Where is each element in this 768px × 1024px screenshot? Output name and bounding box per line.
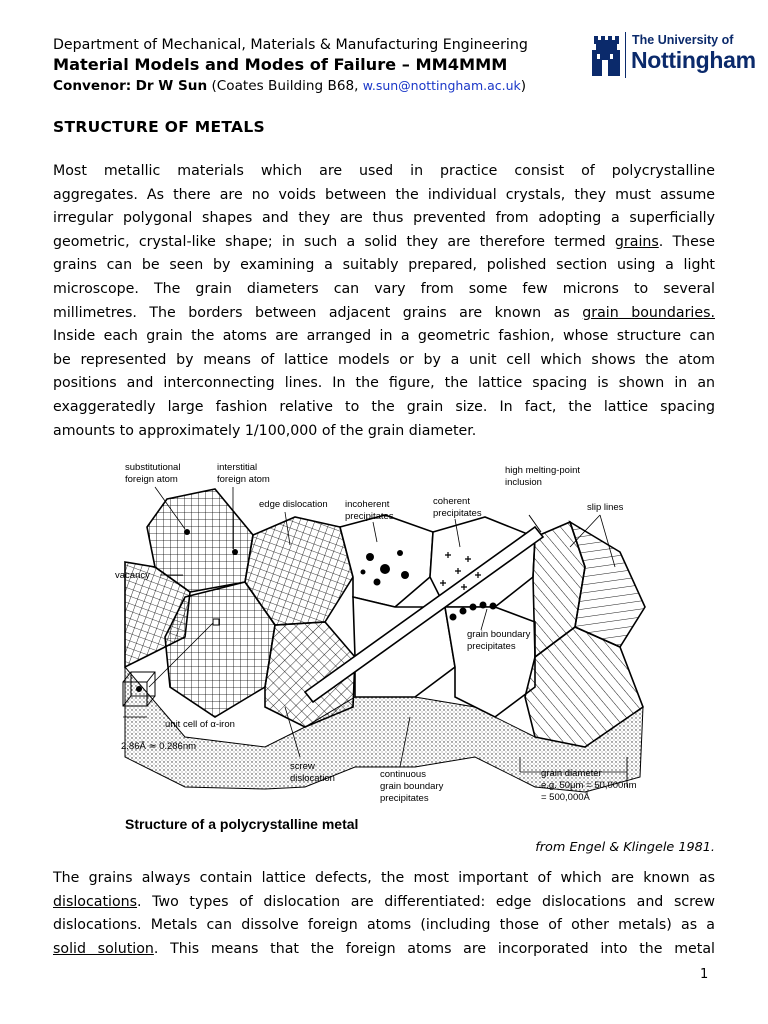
module-title: Material Models and Modes of Failure – MM4MMM bbox=[53, 55, 508, 74]
logo-separator bbox=[625, 32, 626, 78]
paragraph-line bbox=[53, 231, 715, 255]
label-spacing: 2.86Å ≃ 0.286nm bbox=[121, 741, 197, 752]
label-vacancy: vacancy bbox=[115, 570, 150, 581]
label-interstitial-2: foreign atom bbox=[217, 474, 270, 485]
paragraph-1 bbox=[53, 160, 715, 443]
interstitial-atom-marker bbox=[232, 549, 238, 555]
text-run: millimetres. The borders between adjacent grains are known as bbox=[53, 304, 583, 321]
paragraph-line: be represented by means of lattice models or by a unit cell which shows the atom bbox=[53, 351, 715, 368]
convenor-line bbox=[53, 76, 583, 96]
convenor-label: Convenor: bbox=[53, 78, 132, 94]
logo-line2: Nottingham bbox=[631, 47, 756, 73]
grain-center-left bbox=[165, 582, 275, 717]
label-screw-2: dislocation bbox=[290, 773, 335, 784]
polycrystalline-figure bbox=[115, 457, 651, 835]
grain-boundary-precip bbox=[445, 607, 535, 717]
paragraph-line: dislocations. Metals can dissolve foreign atoms (including those of other metals) as a bbox=[53, 917, 715, 934]
convenor-location: (Coates Building B68, bbox=[211, 78, 359, 94]
text-run: geometric, crystal-like shape; in such a solid they are therefore termed bbox=[53, 233, 615, 250]
label-grain-diameter-3: = 500,000Å bbox=[541, 792, 590, 803]
paragraph-line bbox=[53, 938, 715, 962]
department-line: Department of Mechanical, Materials & Manufacturing Engineering bbox=[53, 37, 528, 53]
section-title: STRUCTURE OF METALS bbox=[53, 118, 265, 136]
label-continuous-2: grain boundary bbox=[380, 781, 444, 792]
label-high-mp: high melting-point bbox=[505, 465, 580, 476]
figure-caption: from Engel & Klingele 1981. bbox=[535, 840, 715, 855]
label-grain-diameter: grain diameter bbox=[541, 768, 602, 779]
paragraph-line: Most metallic materials which are used in practice consist of polycrystalline bbox=[53, 163, 715, 179]
label-continuous-3: precipitates bbox=[380, 793, 429, 804]
label-coherent: coherent bbox=[433, 496, 470, 507]
polycrystal-diagram bbox=[115, 457, 651, 835]
figure-title: Structure of a polycrystalline metal bbox=[125, 816, 359, 832]
university-logo bbox=[588, 28, 756, 80]
term-dislocations: dislocations bbox=[53, 893, 138, 910]
logo-line1: The University of bbox=[632, 33, 734, 47]
convenor-close: ) bbox=[520, 78, 527, 94]
convenor-name: Dr W Sun bbox=[135, 78, 208, 94]
label-unit-cell: unit cell of α-iron bbox=[165, 719, 235, 730]
paragraph-line: The grains always contain lattice defects, the most important of which are known as bbox=[53, 870, 715, 886]
term-grain-boundaries: grain boundaries. bbox=[582, 304, 715, 321]
paragraph-line: amounts to approximately 1/100,000 of the grain diameter. bbox=[53, 422, 477, 439]
convenor-email-link[interactable]: w.sun@nottingham.ac.uk bbox=[362, 78, 521, 93]
label-gb-precip-2: precipitates bbox=[467, 641, 516, 652]
text-run: . This means that the foreign atoms are incorporated into the metal bbox=[153, 940, 715, 957]
paragraph-line: exaggeratedly large fashion relative to the grain size. In fact, the lattice spacing bbox=[53, 398, 715, 415]
unit-cell-marker bbox=[213, 619, 219, 625]
paragraph-line: irregular polygonal shapes and they are thus prevented from adopting a superficially bbox=[53, 210, 715, 227]
paragraph-line bbox=[53, 891, 715, 915]
label-substitutional: substitutional bbox=[125, 462, 181, 473]
grain-incoherent bbox=[340, 515, 433, 607]
paragraph-line bbox=[53, 302, 715, 326]
castle-crest-icon bbox=[588, 30, 622, 80]
paragraph-2 bbox=[53, 867, 715, 961]
paragraph-line: microscope. The grain diameters can vary from some few microns to several bbox=[53, 280, 715, 297]
paragraph-line: grains can be seen by examining a suitably prepared, polished section using a light bbox=[53, 257, 715, 274]
page-number: 1 bbox=[700, 967, 709, 982]
text-run: . These bbox=[658, 233, 715, 250]
label-gb-precip: grain boundary bbox=[467, 629, 531, 640]
label-high-mp-2: inclusion bbox=[505, 477, 542, 488]
label-coherent-2: precipitates bbox=[433, 508, 482, 519]
label-incoherent: incoherent bbox=[345, 499, 390, 510]
label-incoherent-2: precipitates bbox=[345, 511, 394, 522]
term-grains: grains bbox=[614, 233, 659, 250]
term-solid-solution: solid solution bbox=[53, 940, 154, 957]
label-edge-dislocation: edge dislocation bbox=[259, 499, 328, 510]
label-substitutional-2: foreign atom bbox=[125, 474, 178, 485]
label-screw: screw bbox=[290, 761, 315, 772]
paragraph-line: aggregates. As there are no voids between the individual crystals, they must assume bbox=[53, 186, 715, 203]
label-slip-lines: slip lines bbox=[587, 502, 624, 513]
document-header bbox=[53, 36, 583, 96]
paragraph-line: positions and interconnecting lines. In the figure, the lattice spacing is shown in an bbox=[53, 375, 715, 392]
label-grain-diameter-2: e.g. 50μm = 50,000nm bbox=[541, 780, 637, 791]
label-continuous: continuous bbox=[380, 769, 426, 780]
paragraph-line: Inside each grain the atoms are arranged in a geometric fashion, whose structure can bbox=[53, 328, 715, 345]
text-run: . Two types of dislocation are differentiated: edge dislocations and screw bbox=[137, 893, 715, 910]
substitutional-atom-marker bbox=[184, 529, 190, 535]
label-interstitial: interstitial bbox=[217, 462, 258, 473]
